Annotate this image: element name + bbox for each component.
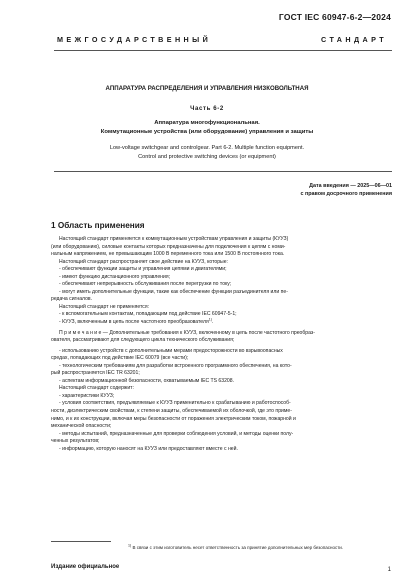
- body-line-text: - использованию устройств с дополнительными мерами предосторожности во взрывоопасных: [59, 347, 283, 354]
- body-line: [51, 431, 399, 439]
- body-line: [51, 259, 399, 267]
- body-line: [51, 400, 399, 408]
- body-line-text: нальным напряжением, не превышающим 1000 В переменного тока или 1500 В постоянного тока.: [51, 251, 285, 258]
- body-line-text: ности, диэлектрическим свойствам, к степени защиты, обеспечиваемой их оболочкой, где это приме-: [51, 408, 292, 415]
- body-line: [51, 370, 399, 378]
- body-line: [51, 274, 399, 282]
- body-line: [51, 423, 399, 431]
- body-line: [51, 393, 399, 401]
- body-line: [51, 251, 399, 259]
- body-line-text: Настоящий стандарт не применяется:: [59, 303, 150, 310]
- standard-number: ГОСТ IEC 60947-6-2—2024: [278, 12, 391, 22]
- body-line: [51, 311, 399, 322]
- footnote-reference: 1): [208, 317, 212, 322]
- footnote-divider: [51, 541, 111, 542]
- body-line-text: - аспектам информационной безопасности, охватываемым IEC TS 63208.: [59, 377, 234, 384]
- body-line-text: - технологическим требованиям для разработки встроенного программного обеспечения, на кото-: [59, 362, 292, 369]
- body-line-text: - могут иметь дополнительные функции, такие как обеспечение функции разъединителя или пе-: [59, 288, 288, 295]
- section-body: [51, 236, 399, 453]
- body-line-punctuation: .: [211, 319, 214, 326]
- body-line-text: - обеспечивают непрерывность обслуживания после перегрузки по току;: [59, 281, 232, 288]
- body-line: [51, 289, 399, 297]
- body-line: [51, 446, 399, 454]
- body-line-text: - к вспомогательным контактам, попадающим под действие IEC 60947-5-1;: [59, 311, 237, 318]
- body-line: [51, 408, 399, 416]
- body-line-text: - условия соответствия, предъявляемые к КУУЗ применительно к срабатыванию и работоспособ-: [59, 400, 291, 407]
- body-line-text: ченных результатов;: [51, 438, 100, 445]
- english-title-line-1: Low-voltage switchgear and controlgear. Part 6-2. Multiple function equipment.: [109, 145, 305, 151]
- body-line-text: П р и м е ч а н и е — Дополнительные требования к КУУЗ, включенному в цепь после частотного преобраз-: [59, 329, 315, 336]
- header-divider: [54, 50, 392, 51]
- body-line-text: - КУУЗ, включенным в цепь после частотного преобразователя: [59, 319, 209, 326]
- body-line-text: редача сигналов.: [51, 296, 93, 303]
- body-line-text: механической опасности;: [51, 423, 112, 430]
- body-line: [51, 330, 399, 338]
- body-line-text: - обеспечивают функции защиты и управления цепями и двигателями;: [59, 266, 227, 273]
- effective-date: Дата введения — 2025—06—01: [309, 183, 392, 189]
- body-line-text: Настоящий стандарт содержит:: [59, 385, 134, 392]
- body-line-text: ователя, рассматривают для следующего цикла технического обслуживания;: [51, 337, 235, 344]
- official-edition-label: Издание официальное: [51, 564, 120, 570]
- section-heading: 1 Область применения: [51, 221, 145, 230]
- body-line-text: - характеристики КУУЗ;: [59, 392, 115, 399]
- body-line-text: рый распространяется IEC TR 63201;: [51, 370, 140, 377]
- body-line: [51, 296, 399, 304]
- footnote: [128, 545, 343, 550]
- interstate-standard-label: МЕЖГОСУДАРСТВЕННЫЙ СТАНДАРТ: [57, 35, 387, 44]
- title-divider: [54, 171, 392, 172]
- footnote-marker: 1): [128, 543, 132, 548]
- body-line-text: - имеют функцию дистанционного управления;: [59, 273, 170, 280]
- body-line-text: нимо, и к их конструкции, включая меры безопасности от поражения электрическим током, пожарной и: [51, 415, 296, 422]
- english-title-line-2: Control and protective switching devices (or equipment): [138, 154, 276, 160]
- body-line: [51, 244, 399, 252]
- document-title: АППАРАТУРА РАСПРЕДЕЛЕНИЯ И УПРАВЛЕНИЯ НИЗКОВОЛЬТНАЯ: [105, 85, 309, 92]
- body-line: [51, 355, 399, 363]
- page-number: 1: [387, 567, 391, 573]
- body-line: [51, 266, 399, 274]
- body-line-text: средах, попадающих под действие IEC 60079 (все части);: [51, 355, 189, 362]
- body-line-text: - методы испытаний, предназначенные для проверки соблюдения условий, и методы оценки полу-: [59, 430, 294, 437]
- footnote-text: В связи с этим изготовитель несет ответственность за принятие дополнительных мер безопасности.: [132, 545, 344, 550]
- body-line: [51, 416, 399, 424]
- body-line: [51, 281, 399, 289]
- part-label: Часть 6-2: [190, 105, 224, 112]
- body-line: [51, 337, 399, 345]
- body-line: [51, 236, 399, 244]
- body-line: [51, 319, 399, 327]
- body-line-text: Настоящий стандарт распространяет свое действие на КУУЗ, которые:: [59, 258, 228, 265]
- body-line-text: - информацию, которую наносят на КУУЗ или предоставляют вместе с ней.: [59, 445, 238, 452]
- subtitle-line-2: Коммутационные устройства (или оборудование) управления и защиты: [100, 129, 314, 135]
- subtitle-line-1: Аппаратура многофункциональная.: [154, 120, 260, 126]
- body-line: [51, 385, 399, 393]
- early-application-note: с правом досрочного применения: [300, 191, 392, 197]
- body-line-text: (или оборудованию), силовые контакты которых предназначены для подключения к цепям с номи-: [51, 243, 286, 250]
- body-line-text: Настоящий стандарт применяется к коммутационным устройствам управления и защиты (КУУЗ): [59, 236, 289, 242]
- body-line: [51, 438, 399, 446]
